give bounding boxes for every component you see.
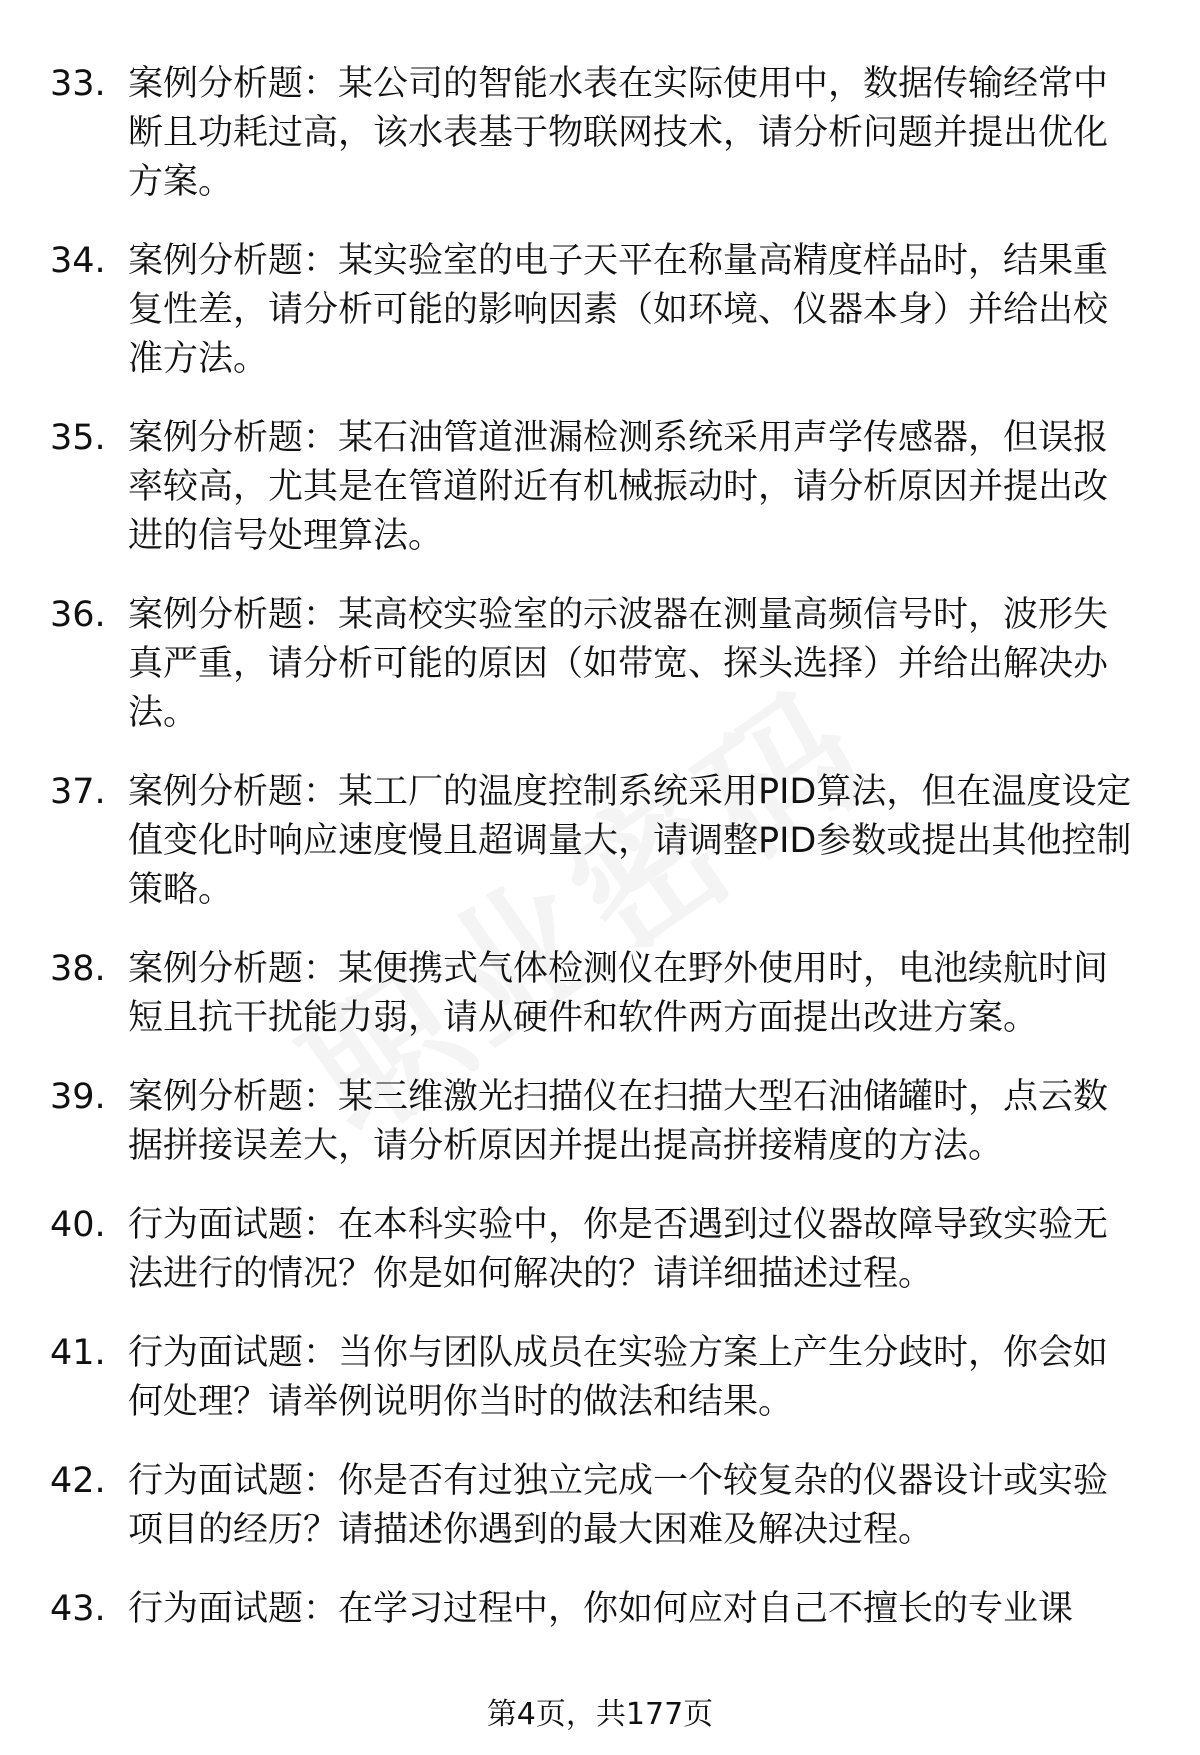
list-item xyxy=(50,414,1140,561)
question-number: 33. xyxy=(50,64,106,104)
question-text: 行为面试题：当你与团队成员在实验方案上产生分歧时，你会如何处理？请举例说明你当时的做法和结果。 xyxy=(128,1333,1109,1422)
list-item xyxy=(50,237,1140,384)
list-item xyxy=(50,1201,1140,1299)
question-number: 42. xyxy=(50,1461,106,1501)
question-text: 行为面试题：在本科实验中，你是否遇到过仪器故障导致实验无法进行的情况？你是如何解决的？请详细描述过程。 xyxy=(128,1205,1109,1294)
question-number: 37. xyxy=(50,772,106,812)
list-item xyxy=(50,1457,1140,1555)
question-number: 43. xyxy=(50,1589,106,1629)
question-number: 36. xyxy=(50,595,106,635)
page-footer: 第4页，共177页 xyxy=(486,1697,714,1732)
question-text: 行为面试题：在学习过程中，你如何应对自己不擅长的专业课 xyxy=(128,1589,1074,1629)
question-text: 案例分析题：某高校实验室的示波器在测量高频信号时，波形失真严重，请分析可能的原因（如带宽、探头选择）并给出解决办法。 xyxy=(128,595,1109,733)
question-text: 案例分析题：某三维激光扫描仪在扫描大型石油储罐时，点云数据拼接误差大，请分析原因并提出提高拼接精度的方法。 xyxy=(128,1077,1109,1166)
question-text: 案例分析题：某公司的智能水表在实际使用中，数据传输经常中断且功耗过高，该水表基于物联网技术，请分析问题并提出优化方案。 xyxy=(128,64,1109,202)
list-item xyxy=(50,945,1140,1043)
list-item xyxy=(50,768,1140,915)
question-text: 案例分析题：某石油管道泄漏检测系统采用声学传感器，但误报率较高，尤其是在管道附近有机械振动时，请分析原因并提出改进的信号处理算法。 xyxy=(128,418,1109,556)
question-number: 40. xyxy=(50,1205,106,1245)
question-number: 35. xyxy=(50,418,106,458)
question-text: 案例分析题：某实验室的电子天平在称量高精度样品时，结果重复性差，请分析可能的影响因素（如环境、仪器本身）并给出校准方法。 xyxy=(128,241,1109,379)
list-item xyxy=(50,1329,1140,1427)
list-item xyxy=(50,1073,1140,1171)
question-number: 41. xyxy=(50,1333,106,1373)
question-number: 38. xyxy=(50,949,106,989)
question-text: 案例分析题：某工厂的温度控制系统采用PID算法，但在温度设定值变化时响应速度慢且超调量大，请调整PID参数或提出其他控制策略。 xyxy=(128,772,1132,910)
question-text: 行为面试题：你是否有过独立完成一个较复杂的仪器设计或实验项目的经历？请描述你遇到的最大困难及解决过程。 xyxy=(128,1461,1109,1550)
list-item xyxy=(50,60,1140,207)
list-item xyxy=(50,1585,1140,1634)
question-text: 案例分析题：某便携式气体检测仪在野外使用时，电池续航时间短且抗干扰能力弱，请从硬件和软件两方面提出改进方案。 xyxy=(128,949,1109,1038)
question-number: 34. xyxy=(50,241,106,281)
question-number: 39. xyxy=(50,1077,106,1117)
list-item xyxy=(50,591,1140,738)
question-list xyxy=(50,60,1140,1664)
